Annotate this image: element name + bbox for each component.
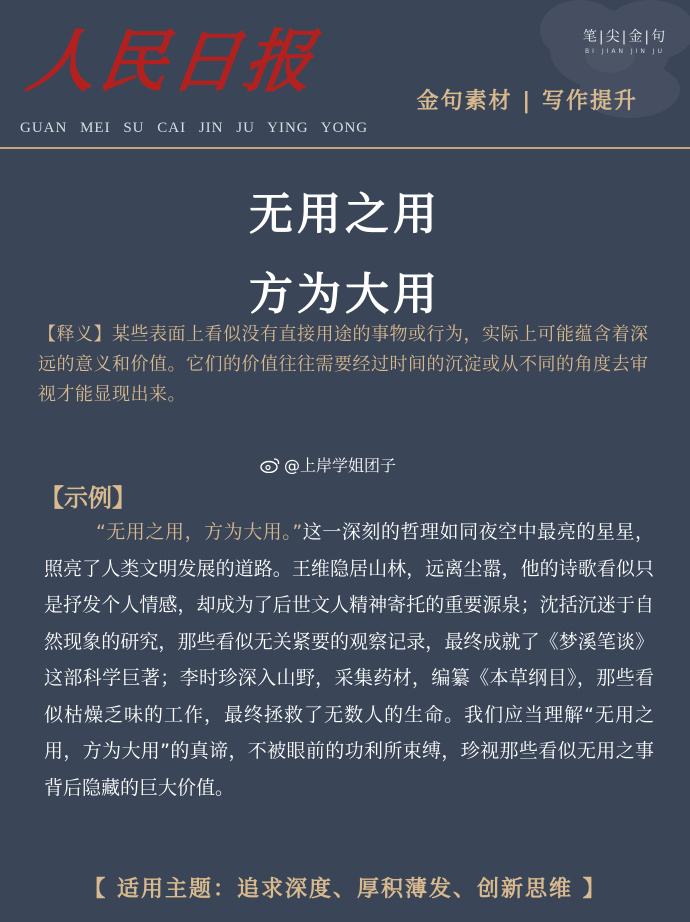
pinyin-subtitle: GUAN MEI SU CAI JIN JU YING YONG [20, 120, 369, 136]
weibo-watermark [260, 453, 396, 476]
brand-mark [580, 26, 670, 55]
example-quote: “无用之用，方为大用。” [96, 521, 303, 543]
slogan: 金句素材 | 写作提升 [416, 89, 638, 114]
example-body [44, 514, 654, 806]
example-heading: 【示例】 [40, 484, 136, 512]
weibo-icon [260, 457, 280, 473]
watermark-text: @上岸学姐团子 [284, 456, 397, 475]
definition-text: 【释义】某些表面上看似没有直接用途的事物或行为，实际上可能蕴含着深远的意义和价值。它们的价值往往需要经过时间的沉淀或从不同的角度去审视才能显现出来。 [38, 324, 649, 405]
newspaper-logo: 人民日报 [22, 22, 322, 102]
brand-pinyin: BI JIAN JIN JU [585, 48, 665, 55]
brand-chinese: 笔|尖|金|句 [582, 29, 668, 45]
example-text: 这一深刻的哲理如同夜空中最亮的星星，照亮了人类文明发展的道路。王维隐居山林，远离尘嚣，他的诗歌看似只是抒发个人情感，却成为了后世文人精神寄托的重要源泉；沈括沉迷于自然现象的研究，那些看似无关紧要的观察记录，最终成就了《梦溪笔谈》这部科学巨著；李时珍深入山野，采集药材，编纂《本草纲目》，那些看似枯燥乏味的工作，最终拯救了无数人的生命。我们应当理解“无用之用，方为大用”的真谛，不被眼前的功利所束缚，珍视那些看似无用之事背后隐藏的巨大价值。 [44, 521, 654, 799]
title-line-1: 无用之用 [249, 189, 441, 240]
title-line-2: 方为大用 [249, 269, 441, 320]
theme-line: 【 适用主题：追求深度、厚积薄发、创新思维 】 [83, 877, 607, 902]
flower-decoration [490, 0, 690, 150]
header-divider [0, 147, 690, 149]
